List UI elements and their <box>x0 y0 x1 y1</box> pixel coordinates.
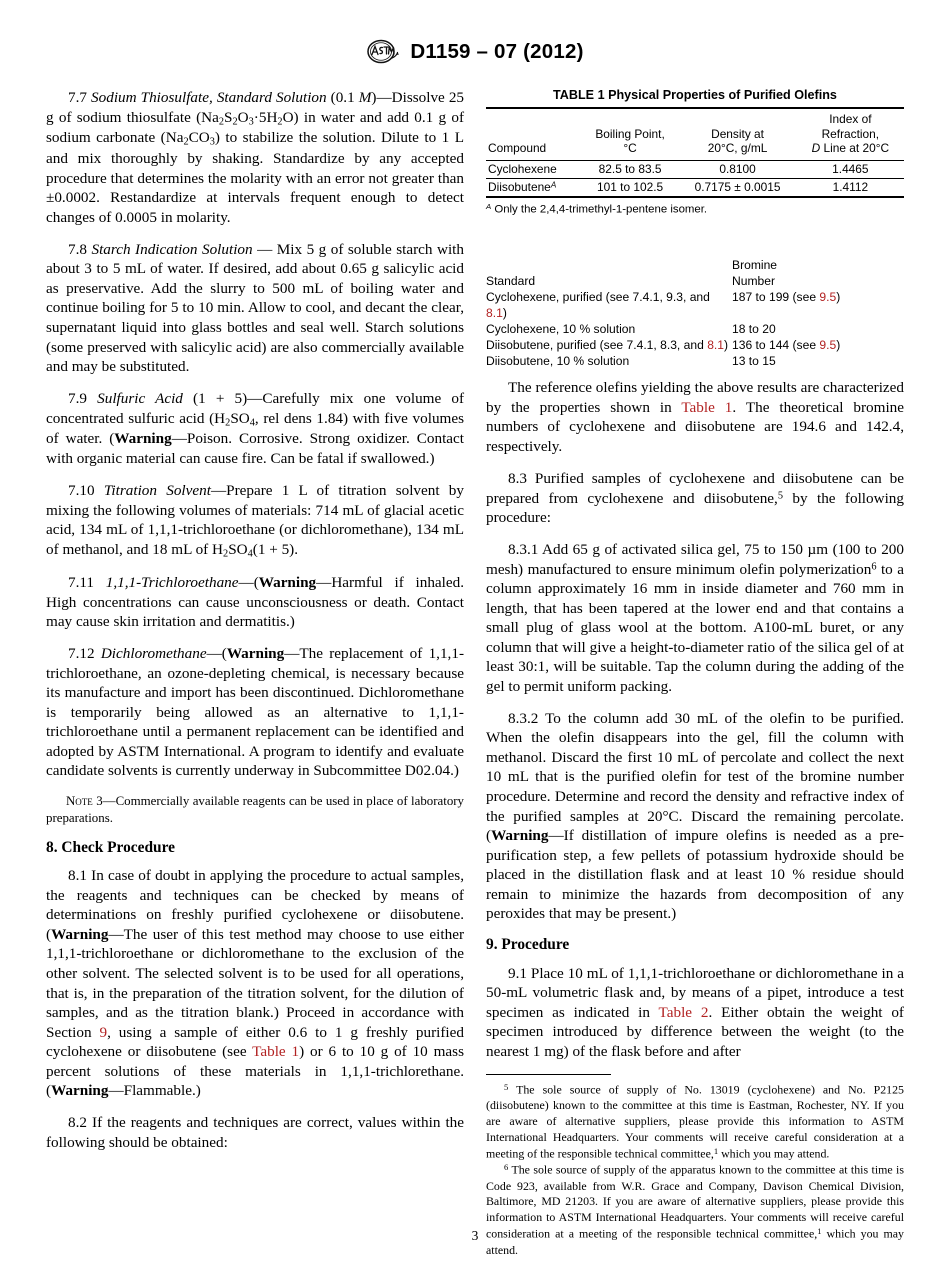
clause-number-8-2: 8.2 <box>68 1114 87 1132</box>
link-table-1[interactable]: Table 1 <box>681 398 733 416</box>
clause-number-7-7: 7.7 <box>68 89 87 106</box>
warning-label: Warning <box>51 1082 109 1100</box>
paragraph-7-8: 7.8 Starch Indication Solution — Mix 5 g of soluble starch with about 3 to 5 mL of water. If desired, add about 0.65 g salicylic acid as preservative. Add the slurry to 500 mL of boiling water and continue boiling for 5 to 10 min. Allow to cool, and decant the clear, supernatant liquid into glass bottles and seal well. Starch solutions (some preserved with salicylic acid) are also commercially available and may be substituted. <box>46 240 464 376</box>
footnote-ref-6[interactable]: 6 <box>871 561 877 572</box>
link-9-5[interactable]: 9.5 <box>819 290 837 304</box>
footnote-marker-6: 6 <box>504 1162 509 1173</box>
link-9-5[interactable]: 9.5 <box>819 338 837 353</box>
page-number: 3 <box>471 1228 479 1243</box>
link-section-9[interactable]: 9 <box>99 1023 108 1041</box>
footnote-5: $^5$ The sole source of supply of No. 13019 (cyclohexene) and No. P2125 (diisobutene) known to the committee at this time is Eastman, Rochester, NY. If you are aware of alternative suppliers, please provide this information to ASTM International Headquarters. Your comments will receive careful consideration at a meeting of the responsible technical committee,$^1$ which you may attend. <box>486 1081 904 1161</box>
bromine-row <box>486 337 904 353</box>
table-1-header-refraction: Index of Refraction, D Line at 20°C <box>797 108 904 160</box>
table-1-cell-refraction: 1.4465 <box>797 160 904 178</box>
clause-number-9-1: 9.1 <box>508 964 527 982</box>
link-8-1[interactable]: 8.1 <box>707 338 725 353</box>
bromine-standard-cell: Cyclohexene, purified (see 7.4.1, 9.3, and 8.1) <box>486 290 710 321</box>
table-1-header-density: Density at 20°C, g/mL <box>678 108 796 160</box>
clause-title-7-11: 1,1,1-Trichloroethane <box>105 574 239 591</box>
bromine-row <box>486 289 904 321</box>
bromine-number-cell: 136 to 144 (see 9.5) <box>732 338 841 353</box>
note-number: 3— <box>92 794 116 809</box>
clause-number-8-3-1: 8.3.1 <box>508 541 539 559</box>
table-row <box>486 178 904 197</box>
table-1-cell-refraction: 1.4112 <box>797 178 904 197</box>
clause-number-7-11: 7.11 <box>68 574 95 591</box>
paragraph-8-2-body: If the reagents and techniques are correct, values within the following should be obtained: <box>46 1114 464 1151</box>
clause-number-8-1: 8.1 <box>68 867 87 885</box>
paragraph-7-9: 7.9 Sulfuric Acid (1 + 5)—Carefully mix one volume of concentrated sulfuric acid ($H_2SO_4$, rel dens 1.84) with five volumes of water. (Warning—Poison. Corrosive. Strong oxidizer. Contact with organic material can cause fire. Can be fatal if swallowed.) <box>46 390 465 468</box>
clause-title-7-10: Titration Solvent <box>103 482 211 500</box>
clause-number-7-9: 7.9 <box>68 390 87 408</box>
warning-label: Warning <box>258 574 317 591</box>
clause-number-7-10: 7.10 <box>68 482 95 500</box>
table-1 <box>486 107 904 198</box>
table-1-header-compound: Compound <box>486 108 582 160</box>
clause-number-8-3-2: 8.3.2 <box>508 709 539 727</box>
bromine-row <box>486 321 904 337</box>
footnote-6: $^6$ The sole source of supply of the apparatus known to the committee at this time is Code 923, available from W.R. Grace and Company, Davison Chemical Division, Baltimore, MD 21203. If you are aware of alternative suppliers, please provide this information to ASTM International Headquarters. Your comments will receive careful consideration at a meeting of the responsible technical committee,$^1$ which you may attend. <box>486 1162 904 1257</box>
bromine-number-cell: 13 to 15 <box>732 354 776 369</box>
footnote-marker-5: 5 <box>504 1081 509 1092</box>
section-heading-8: 8. Check Procedure <box>46 838 175 856</box>
table-1-title: TABLE 1 Physical Properties of Purified Olefins <box>553 88 837 102</box>
bromine-row <box>486 353 904 369</box>
paragraph-7-10: 7.10 Titration Solvent—Prepare 1 L of titration solvent by mixing the following volumes of materials: 714 mL of glacial acetic acid, 134 mL of 1,1,1-trichloroethane (or dichloromethane), 134 mL of methanol, and 18 mL of $H_2SO_4(1 + 5)$. <box>46 482 464 560</box>
clause-number-8-3: 8.3 <box>508 470 527 488</box>
bromine-number-table <box>486 257 904 370</box>
bromine-header-number: Number <box>732 273 776 288</box>
clause-title-7-9: Sulfuric Acid <box>97 390 183 408</box>
running-head <box>0 38 950 65</box>
right-column <box>486 88 904 1258</box>
footnote-ref-1[interactable]: 1 <box>713 1145 719 1156</box>
paragraph-reference-olefins: The reference olefins yielding the above results are characterized by the properties shown in Table 1. The theoretical bromine numbers of cyclohexene and diisobutene are 194.6 and 142.4, respectively. <box>486 379 905 455</box>
bromine-header-standard: Standard <box>486 273 536 288</box>
paragraph-8-3-2: 8.3.2 To the column add 30 mL of the olefin to be purified. When the olefin disappears into the gel, fill the column with methanol. Discard the first 10 mL of percolate and collect the next 10 mL that is the purified olefin for test of the bromine number procedure. Determine and record the density and refractive index of the purified samples at 20°C. Discard the remaining percolate. (Warning—If distillation of impure olefins is needed as a pre-purification step, a few pellets of potassium hydroxide should be placed in the distillation flask and at least 10 % residue should remain to minimize the hazards from decomposition of any peroxides that may be present.) <box>486 709 904 923</box>
table-1-cell-boiling-point: 101 to 102.5 <box>582 178 679 197</box>
link-8-1[interactable]: 8.1 <box>486 306 503 321</box>
paragraph-8-3: 8.3 Purified samples of cyclohexene and diisobutene can be prepared from cyclohexene and diisobutene,$^5$ by the following procedure: <box>486 470 904 527</box>
footnote-ref-5[interactable]: 5 <box>777 489 784 501</box>
bromine-header-line-1 <box>486 257 904 273</box>
bromine-number-cell: 18 to 20 <box>732 322 776 337</box>
clause-title-7-8: Starch Indication Solution <box>91 240 253 258</box>
bromine-header-line-2 <box>486 273 904 289</box>
paragraph-8-3-1: 8.3.1 Add 65 g of activated silica gel, 75 to 150 µm (100 to 200 mesh) manufactured to ensure minimum olefin polymerization$^6$ to a column approximately 16 mm in inside diameter and 760 mm in length, that has been tapered at the lower end and that contains a small plug of glass wool at the bottom. A100-mL buret, or any column that will give a height-to-diameter ratio of the silica gel of at least 30:1, will be suitable. Tap the column during the adding of the gel to permit uniform packing. <box>486 541 904 695</box>
clause-title-7-12: Dichloromethane <box>100 645 207 663</box>
table-1-cell-density: 0.8100 <box>678 160 796 178</box>
paragraph-7-12: 7.12 Dichloromethane—(Warning—The replacement of 1,1,1-trichloroethane, an ozone-depleting chemical, is necessary because its manufacture and import has been discontinued. Dichloromethane is temporarily being allowed as an alternative to 1,1,1-trichloroethane until a permanent replacement can be identified and adopted by ASTM International. A program to identify and evaluate candidate solvents is currently underway in Subcommittee D02.04.) <box>46 645 465 780</box>
paragraph-9-1: 9.1 Place 10 mL of 1,1,1-trichloroethane or dichloromethane in a 50-mL volumetric flask and, by means of a pipet, introduce a test specimen as indicated in Table 2. Either obtain the weight of specimen introduced by difference between the weight (to the nearest 1 mg) of the flask before and after <box>486 964 905 1060</box>
table-row <box>486 160 904 178</box>
footnote-separator <box>486 1074 611 1075</box>
paragraph-7-7: 7.7 Sodium Thiosulfate, Standard Solution (0.1 M)—Dissolve 25 g of sodium thiosulfate $(Na_2S_2O_3\cdot 5H_2O)$ in water and add 0.1 g of sodium carbonate $(Na_2CO_3)$ to stabilize the solution. Dilute to 1 L and mix thoroughly by shaking. Standardize by any accepted procedure that determines the molarity with an error not greater than ±0.0002. Restandardize at intervals frequent enough to detect changes of 0.0005 in molarity. <box>46 89 465 226</box>
table-1-footnote: $^A$ Only the 2,4,4-trimethyl-1-pentene isomer. <box>486 202 708 216</box>
bromine-standard-cell: Diisobutene, purified (see 7.4.1, 8.3, and 8.1) <box>486 338 729 353</box>
bromine-standard-cell: Cyclohexene, 10 % solution <box>486 322 636 337</box>
link-table-2[interactable]: Table 2 <box>658 1003 709 1021</box>
astm-logo-icon <box>366 38 400 65</box>
table-1-cell-density: 0.7175 ± 0.0015 <box>678 178 796 197</box>
bromine-standard-cell: Diisobutene, 10 % solution <box>486 354 630 369</box>
section-heading-9: 9. Procedure <box>486 936 570 954</box>
table-1-container <box>486 88 904 217</box>
document-identifier: D1159 – 07 (2012) <box>410 39 584 63</box>
paragraph-8-1: 8.1 In case of doubt in applying the procedure to actual samples, the reagents and techniques can be checked by means of determinations on freshly purified cyclohexene or diisobutene. (Warning—The user of this test method may choose to use either 1,1,1-trichloroethane or dichloromethane to the exclusion of the other solvent. The selected solvent is to be used for all operations, that is, in the preparation of the titration solvent, for the dilution of samples, and as the titration blank.) Proceed in accordance with Section 9, using a sample of either 0.6 to 1 g freshly purified cyclohexene or diisobutene (see Table 1) or 6 to 10 g of 10 mass percent solutions of these materials in 1,1,1-trichlorethane. (Warning—Flammable.) <box>46 867 464 1100</box>
note-3 <box>46 793 464 827</box>
warning-label: Warning <box>114 430 172 448</box>
bromine-number-cell: 187 to 199 (see 9.5) <box>732 290 841 304</box>
warning-label: Warning <box>51 925 109 943</box>
note-body: Commercially available reagents can be used in place of laboratory preparations. <box>46 794 465 826</box>
clause-title-7-7: Sodium Thiosulfate, Standard Solution <box>91 89 327 106</box>
footnote-ref-1[interactable]: 1 <box>817 1226 822 1237</box>
warning-label: Warning <box>226 645 285 663</box>
table-1-cell-compound: Diisobutene$^A$ <box>486 178 582 197</box>
paragraph-7-11: 7.11 1,1,1-Trichloroethane—(Warning—Harmful if inhaled. High concentrations can cause unconsciousness or death. Contact may cause skin irritation and dermatitis.) <box>46 574 465 631</box>
note-label: Note <box>66 794 93 809</box>
bromine-header-bromine: Bromine <box>732 257 778 272</box>
table-1-header-boiling-point: Boiling Point, °C <box>582 108 679 160</box>
warning-label: Warning <box>491 827 549 845</box>
clause-number-7-12: 7.12 <box>68 645 95 663</box>
left-column <box>46 88 464 1165</box>
table-1-cell-boiling-point: 82.5 to 83.5 <box>582 160 679 178</box>
clause-number-7-8: 7.8 <box>68 240 87 258</box>
link-table-1[interactable]: Table 1 <box>252 1043 300 1061</box>
table-1-cell-compound: Cyclohexene <box>486 160 582 178</box>
paragraph-8-2 <box>46 1113 464 1152</box>
